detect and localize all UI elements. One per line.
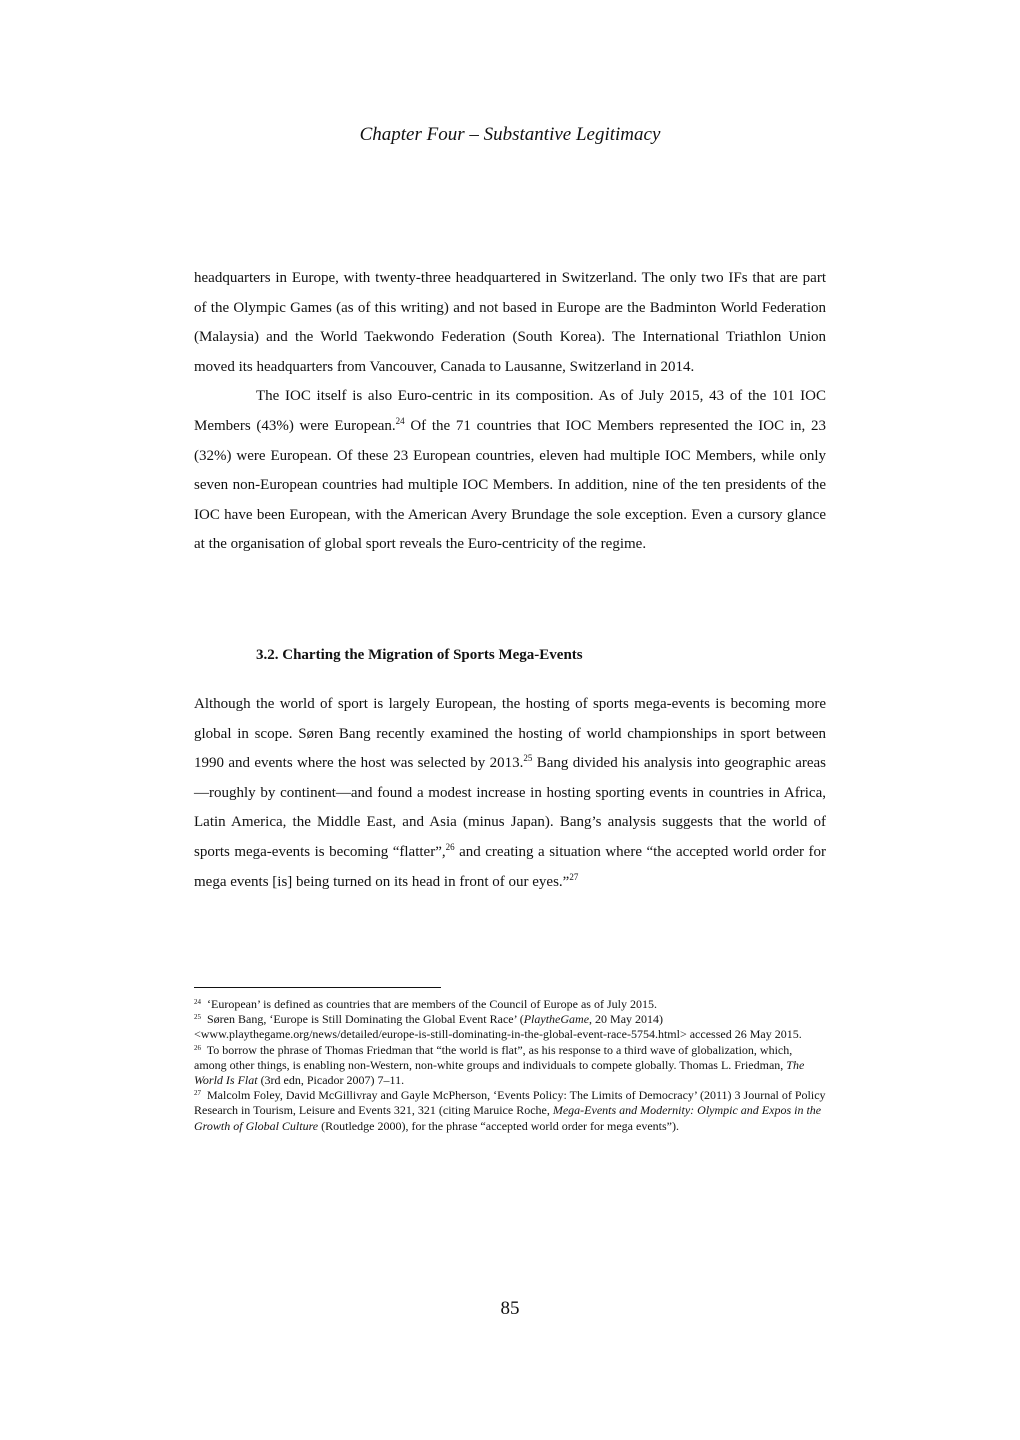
paragraph-text: The IOC itself is also Euro-centric in its composition. As of July 2015, 43 of the 101 IOC Members (43%) were European. (194, 388, 826, 434)
body-section-1 (194, 264, 826, 560)
paragraph-ioc-composition (194, 382, 826, 560)
footnote-24 (194, 997, 826, 1012)
paragraph-text: Of the 71 countries that IOC Members represented the IOC in, 23 (32%) were European. Of these 23 European countries, eleven had multiple IOC Members, while only seven non-European countries had multiple IOC Members. In addition, nine of the ten presidents of the IOC have been European, with the American Avery Brundage the sole exception. Even a cursory glance at the organisation of global sport reveals the Euro-centricity of the regime. (194, 417, 826, 553)
footnote-27 (194, 1088, 826, 1134)
footnote-ref-25[interactable]: 25 (523, 753, 533, 764)
footnote-source-title: The World Is Flat (194, 1057, 805, 1088)
footnote-number: 25 (194, 1013, 201, 1022)
footnote-ref-27[interactable]: 27 (569, 871, 579, 882)
footnote-number: 27 (194, 1089, 201, 1098)
footnote-ref-26[interactable]: 26 (445, 841, 455, 852)
footnote-ref-24[interactable]: 24 (395, 415, 405, 426)
footnote-text: , 20 May 2014) <www.playthegame.org/news/detailed/europe-is-still-dominating-in-the-global-event-race-5754.html> accessed 26 May 2015. (194, 1012, 802, 1042)
footnote-26 (194, 1043, 826, 1089)
footnote-text: ‘European’ is defined as countries that are members of the Council of Europe as of July 2015. (207, 997, 657, 1011)
body-section-2 (194, 690, 826, 897)
footnote-text: (Routledge 2000), for the phrase “accepted world order for mega events”). (318, 1118, 679, 1133)
footnote-text: Søren Bang, ‘Europe is Still Dominating the Global Event Race’ ( (207, 1012, 524, 1027)
footnote-text: (3rd edn, Picador 2007) 7–11. (257, 1073, 405, 1088)
paragraph-if-headquarters: headquarters in Europe, with twenty-three headquartered in Switzerland. The only two IFs that are part of the Olympic Games (as of this writing) and not based in Europe are the Badminton World Federation (Malaysia) and the World Taekwondo Federation (South Korea). The International Triathlon Union moved its headquarters from Vancouver, Canada to Lausanne, Switzerland in 2014. (194, 270, 826, 375)
footnote-source-title: PlaytheGame (523, 1012, 590, 1027)
footnote-divider (194, 987, 441, 988)
paragraph-text: and creating a situation where “the accepted world order for mega events [is] being turned on its head in front of our eyes.” (194, 843, 827, 890)
footnote-text: Malcolm Foley, David McGillivray and Gayle McPherson, ‘Events Policy: The Limits of Democracy’ (2011) 3 Journal of Policy Research in Tourism, Leisure and Events 321, 321 (citing Maruice Roche, (194, 1088, 826, 1118)
paragraph-text: Although the world of sport is largely European, the hosting of sports mega-events is becoming more global in scope. Søren Bang recently examined the hosting of world championships in sport between 1990 and events where the host was selected by 2013. (194, 696, 826, 772)
paragraph-text: Bang divided his analysis into geographic areas—roughly by continent—and found a modest increase in hosting sporting events in countries in Africa, Latin America, the Middle East, and Asia (minus Japan). Bang’s analysis suggests that the world of sports mega-events is becoming “flatter”, (194, 755, 826, 860)
footnote-number: 26 (194, 1043, 201, 1052)
footnote-number: 24 (194, 998, 201, 1006)
footnote-source-title: Mega-Events and Modernity: Olympic and Expos in the Growth of Global Culture (194, 1103, 822, 1133)
footnotes (194, 997, 826, 1134)
section-heading: 3.2. Charting the Migration of Sports Mega-Events (256, 647, 583, 663)
page-number: 85 (500, 1298, 520, 1319)
footnote-text: To borrow the phrase of Thomas Friedman that “the world is flat”, as his response to a third wave of globalization, which, among other things, is enabling non-Western, non-white groups and individuals to compete globally. Thomas L. Friedman, (194, 1042, 793, 1072)
running-head: Chapter Four – Substantive Legitimacy (359, 124, 661, 145)
paragraph-mega-events (194, 690, 826, 897)
footnote-25 (194, 1012, 826, 1042)
